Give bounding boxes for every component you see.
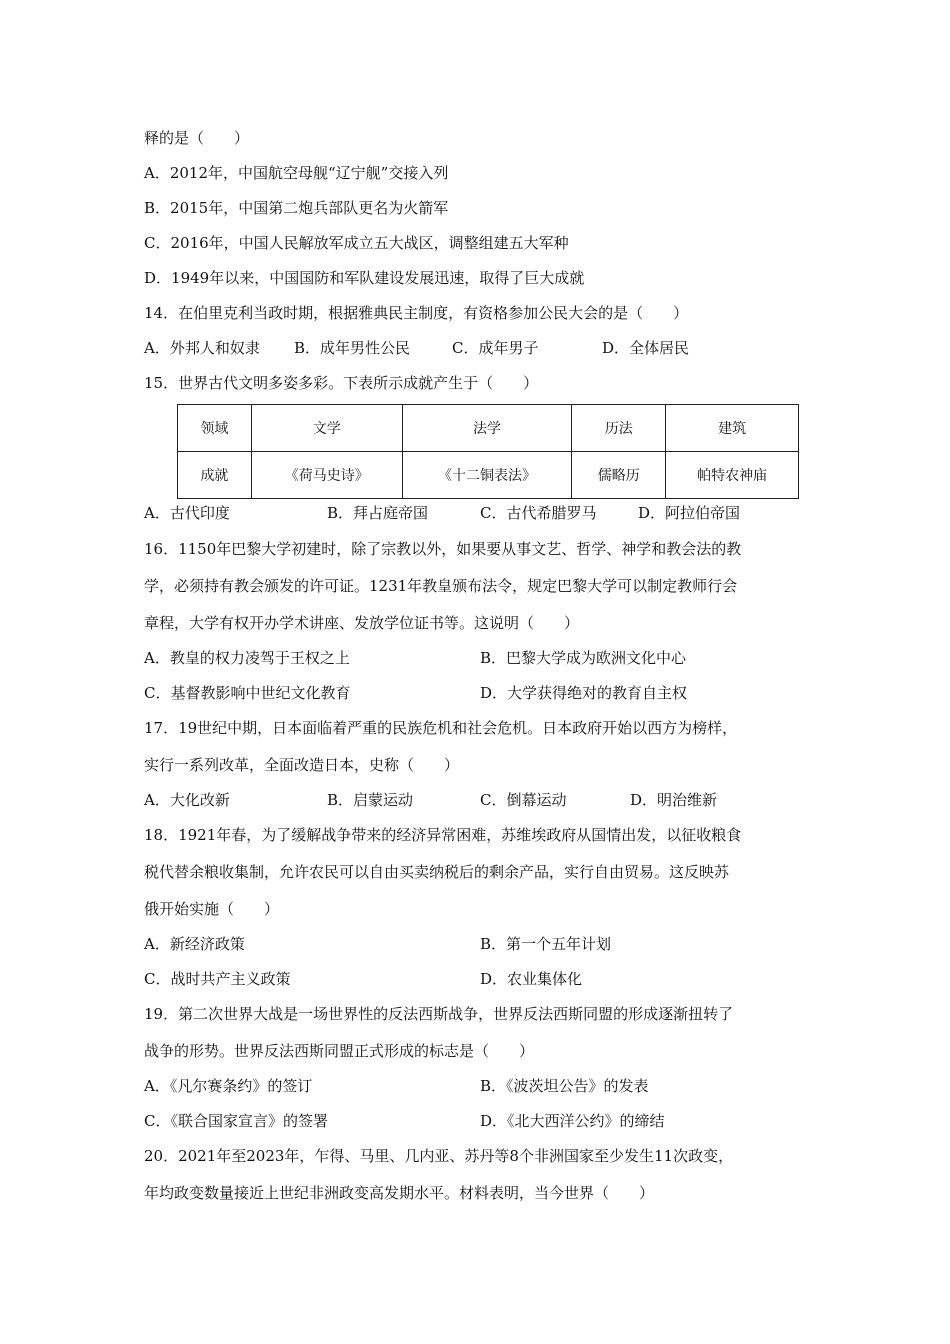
q18-option-b: B．第一个五年计划 xyxy=(480,935,612,953)
table-cell: 《荷马史诗》 xyxy=(251,452,402,499)
q20-stem-line: 20．2021年至2023年，乍得、马里、几内亚、苏丹等8个非洲国家至少发生11次政变， xyxy=(144,1147,734,1165)
q19-stem-line: 19．第二次世界大战是一场世界性的反法西斯战争，世界反法西斯同盟的形成逐渐扭转了 xyxy=(144,1005,734,1023)
table-header-cell: 文学 xyxy=(251,405,402,452)
q16-option-c: C．基督教影响中世纪文化教育 xyxy=(144,684,351,702)
q14-stem: 14．在伯里克利当政时期，根据雅典民主制度，有资格参加公民大会的是（ ） xyxy=(144,304,689,322)
q17-option-b: B．启蒙运动 xyxy=(327,791,414,809)
q17-option-d: D．明治维新 xyxy=(630,791,718,809)
q15-option-a: A．古代印度 xyxy=(144,504,230,522)
q14-option-d: D．全体居民 xyxy=(602,339,690,357)
q13-option-d: D．1949年以来，中国国防和军队建设发展迅速，取得了巨大成就 xyxy=(144,269,585,287)
table-row xyxy=(178,405,799,452)
q14-option-c: C．成年男子 xyxy=(452,339,539,357)
table-cell: 儒略历 xyxy=(572,452,666,499)
q17-stem-line: 17．19世纪中期，日本面临着严重的民族危机和社会危机。日本政府开始以西方为榜样， xyxy=(144,719,738,737)
table-header-cell: 法学 xyxy=(402,405,572,452)
table-header-cell: 领域 xyxy=(178,405,252,452)
table-row xyxy=(178,452,799,499)
q18-stem-line: 18．1921年春，为了缓解战争带来的经济异常困难，苏维埃政府从国情出发，以征收粮食 xyxy=(144,826,742,844)
q19-option-c: C．《联合国家宣言》的签署 xyxy=(144,1112,328,1130)
q13-stem-tail: 释的是（ ） xyxy=(144,129,250,147)
q16-option-b: B．巴黎大学成为欧洲文化中心 xyxy=(480,649,687,667)
q17-option-a: A．大化改新 xyxy=(144,791,230,809)
q19-option-a: A．《凡尔赛条约》的签订 xyxy=(144,1077,313,1095)
q13-option-c: C．2016年，中国人民解放军成立五大战区，调整组建五大军种 xyxy=(144,234,569,252)
q17-stem-line: 实行一系列改革，全面改造日本，史称（ ） xyxy=(144,756,460,774)
q18-option-c: C．战时共产主义政策 xyxy=(144,970,291,988)
q19-option-b: B．《波茨坦公告》的发表 xyxy=(480,1077,649,1095)
table-cell: 成就 xyxy=(178,452,252,499)
q16-option-a: A．教皇的权力凌驾于王权之上 xyxy=(144,649,350,667)
q18-stem-line: 俄开始实施（ ） xyxy=(144,900,280,918)
q18-option-a: A．新经济政策 xyxy=(144,935,245,953)
q15-option-b: B．拜占庭帝国 xyxy=(327,504,429,522)
q20-stem-line: 年均政变数量接近上世纪非洲政变高发期水平。材料表明，当今世界（ ） xyxy=(144,1184,655,1202)
q16-option-d: D．大学获得绝对的教育自主权 xyxy=(480,684,688,702)
q13-option-b: B．2015年，中国第二炮兵部队更名为火箭军 xyxy=(144,199,449,217)
q15-stem: 15．世界古代文明多姿多彩。下表所示成就产生于（ ） xyxy=(144,374,539,392)
q14-option-a: A．外邦人和奴隶 xyxy=(144,339,260,357)
q16-stem-line: 章程，大学有权开办学术讲座、发放学位证书等。这说明（ ） xyxy=(144,614,580,632)
q15-option-d: D．阿拉伯帝国 xyxy=(638,504,741,522)
q14-option-b: B．成年男性公民 xyxy=(294,339,411,357)
q17-option-c: C．倒幕运动 xyxy=(480,791,567,809)
q15-option-c: C．古代希腊罗马 xyxy=(480,504,597,522)
achievements-table xyxy=(177,404,799,499)
q18-stem-line: 税代替余粮收集制，允许农民可以自由买卖纳税后的剩余产品，实行自由贸易。这反映苏 xyxy=(144,863,730,881)
q19-stem-line: 战争的形势。世界反法西斯同盟正式形成的标志是（ ） xyxy=(144,1042,535,1060)
table-cell: 《十二铜表法》 xyxy=(402,452,572,499)
table-header-cell: 建筑 xyxy=(666,405,799,452)
q18-option-d: D．农业集体化 xyxy=(480,970,583,988)
q19-option-d: D．《北大西洋公约》的缔结 xyxy=(480,1112,665,1130)
q16-stem-line: 学，必须持有教会颁发的许可证。1231年教皇颁布法令，规定巴黎大学可以制定教师行会 xyxy=(144,577,738,595)
table-cell: 帕特农神庙 xyxy=(666,452,799,499)
table-header-cell: 历法 xyxy=(572,405,666,452)
q16-stem-line: 16．1150年巴黎大学初建时，除了宗教以外，如果要从事文艺、哲学、神学和教会法的教 xyxy=(144,540,742,558)
q13-option-a: A．2012年，中国航空母舰“辽宁舰”交接入列 xyxy=(144,164,449,182)
